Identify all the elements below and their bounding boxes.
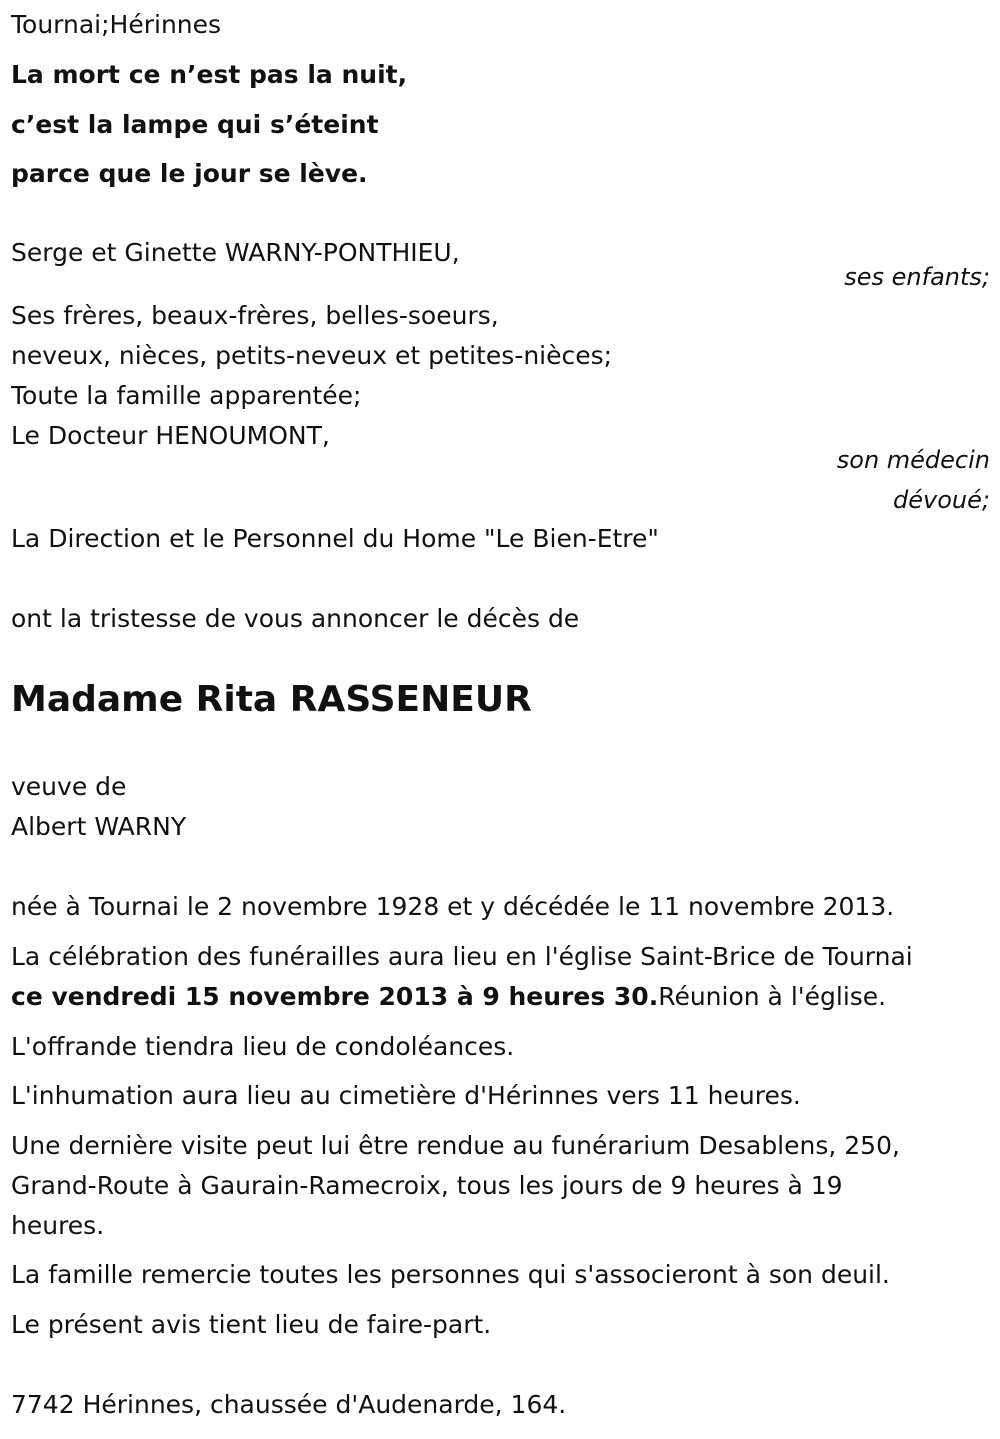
children-role: ses enfants;: [844, 263, 990, 291]
ceremony-meeting: Réunion à l'église.: [658, 982, 887, 1011]
ceremony-datetime: ce vendredi 15 novembre 2013 à 9 heures 30.: [11, 982, 659, 1011]
siblings-line-1: Ses frères, beaux-frères, belles-soeurs,: [11, 301, 499, 330]
siblings-line-2: neveux, nièces, petits-neveux et petites-nièces;: [11, 341, 613, 370]
doctor-role-line-1: son médecin: [836, 446, 990, 474]
visit-line-1: Une dernière visite peut lui être rendue au funérarium Desablens, 250,: [11, 1131, 900, 1160]
announcement-line: ont la tristesse de vous annoncer le décès de: [11, 604, 580, 633]
deceased-name: Madame Rita RASSENEUR: [11, 679, 532, 720]
offering-line: L'offrande tiendra lieu de condoléances.: [11, 1032, 515, 1061]
location-header: Tournai;Hérinnes: [11, 10, 222, 39]
poem-line-1: La mort ce n’est pas la nuit,: [11, 60, 408, 89]
burial-line: L'inhumation aura lieu au cimetière d'Hérinnes vers 11 heures.: [11, 1081, 801, 1110]
visit-line-3: heures.: [11, 1211, 105, 1240]
address-line: 7742 Hérinnes, chaussée d'Audenarde, 164.: [11, 1390, 567, 1419]
doctor-role-line-2: dévoué;: [893, 486, 990, 514]
widow-of-label: veuve de: [11, 772, 127, 801]
ceremony-line-2: [11, 982, 886, 1012]
doctor-name: Le Docteur HENOUMONT,: [11, 421, 330, 450]
home-staff-line: La Direction et le Personnel du Home "Le Bien-Etre": [11, 524, 659, 553]
birth-death-line: née à Tournai le 2 novembre 1928 et y décédée le 11 novembre 2013.: [11, 892, 895, 921]
thanks-line: La famille remercie toutes les personnes qui s'associeront à son deuil.: [11, 1260, 890, 1289]
ceremony-line-1: La célébration des funérailles aura lieu en l'église Saint-Brice de Tournai: [11, 942, 913, 971]
visit-line-2: Grand-Route à Gaurain-Ramecroix, tous les jours de 9 heures à 19: [11, 1171, 843, 1200]
children-names: Serge et Ginette WARNY-PONTHIEU,: [11, 238, 460, 267]
poem-line-3: parce que le jour se lève.: [11, 159, 368, 188]
spouse-name: Albert WARNY: [11, 812, 187, 841]
poem-line-2: c’est la lampe qui s’éteint: [11, 110, 379, 139]
relatives-line: Toute la famille apparentée;: [11, 381, 362, 410]
notice-line: Le présent avis tient lieu de faire-part.: [11, 1310, 492, 1339]
